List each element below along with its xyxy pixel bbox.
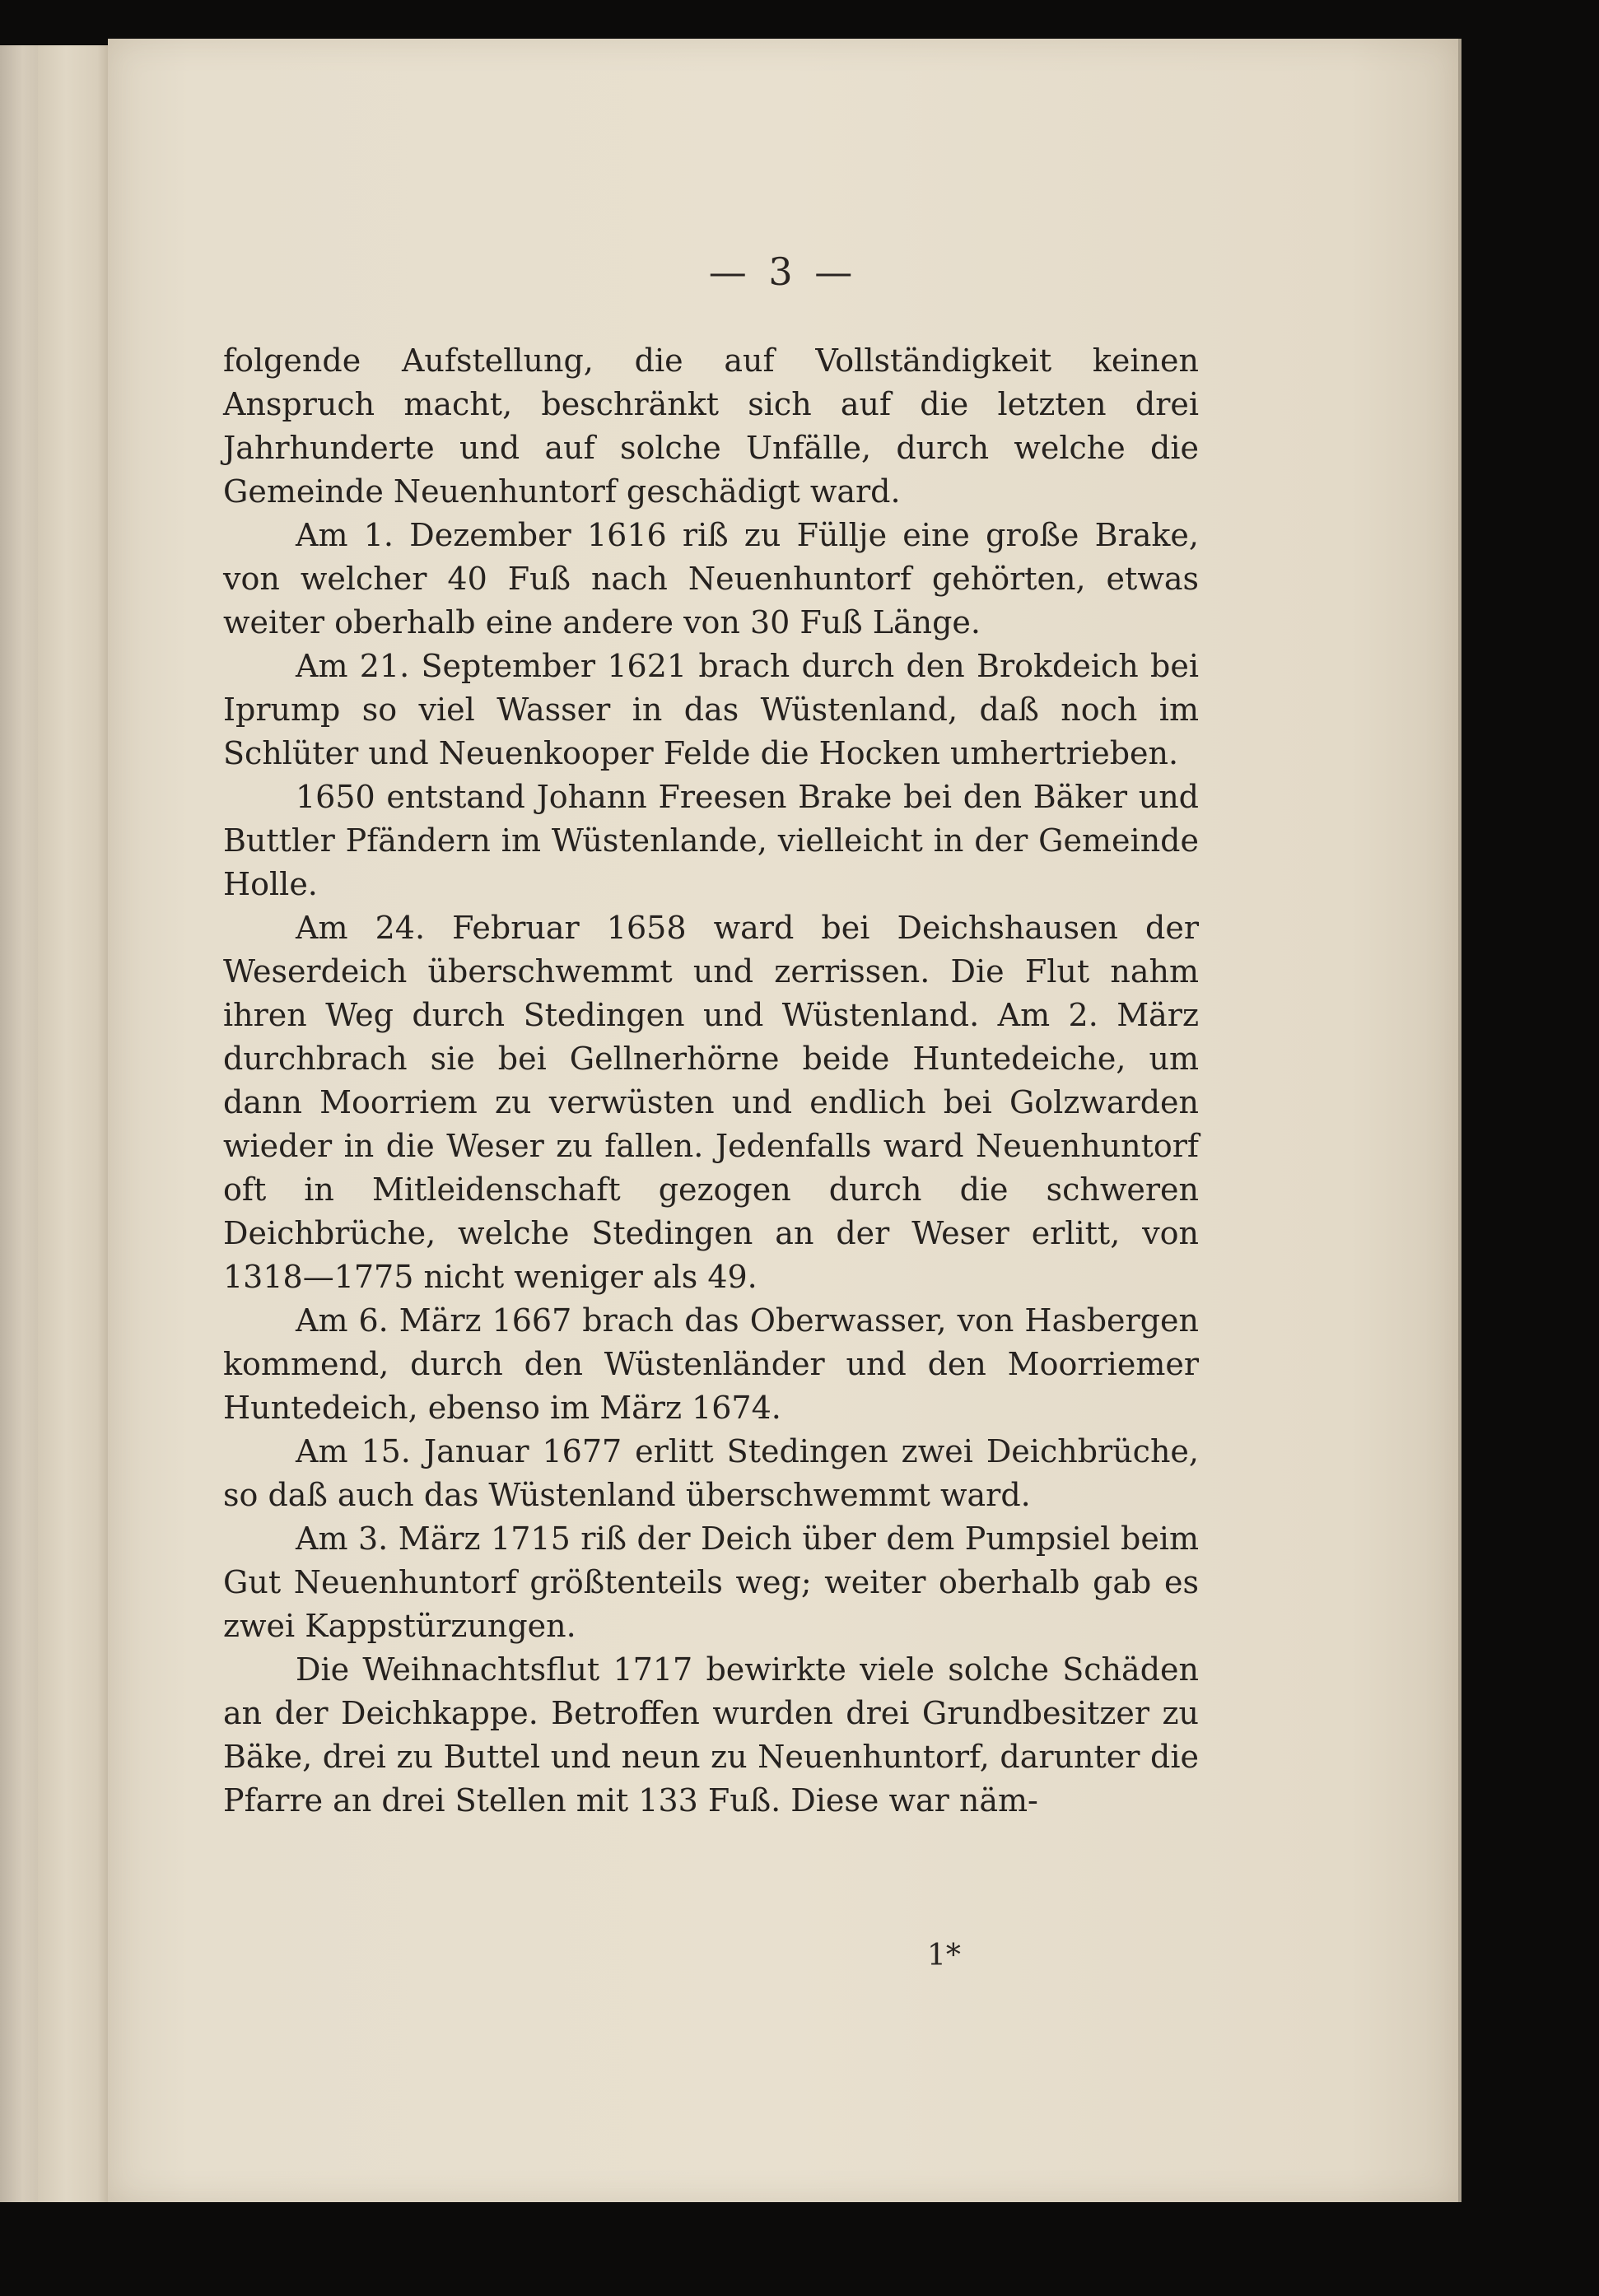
paragraph: folgende Aufstellung, die auf Vollständigkeit keinen Anspruch macht, beschränkt sich auf die letzten drei Jahrhunderte und auf solche Unfälle, durch welche die Gemeinde Neuenhuntorf geschädigt ward. bbox=[223, 342, 1199, 510]
paragraph: Am 15. Januar 1677 erlitt Stedingen zwei Deichbrüche, so daß auch das Wüstenland überschwemmt ward. bbox=[223, 1433, 1199, 1513]
paragraph: Am 6. März 1667 brach das Oberwasser, von Hasbergen kommend, durch den Wüstenländer und den Moorriemer Huntedeich, ebenso im März 1674. bbox=[223, 1302, 1199, 1426]
page-number-header: — 3 — bbox=[708, 249, 858, 294]
signature-mark: 1* bbox=[927, 1939, 961, 1972]
paragraph: Am 1. Dezember 1616 riß zu Füllje eine große Brake, von welcher 40 Fuß nach Neuenhuntorf gehörten, etwas weiter oberhalb eine andere von 30 Fuß Länge. bbox=[223, 517, 1199, 640]
book-page bbox=[108, 39, 1461, 2202]
paragraph: Am 3. März 1715 riß der Deich über dem Pumpsiel beim Gut Neuenhuntorf größtenteils weg; weiter oberhalb gab es zwei Kappstürzungen. bbox=[223, 1521, 1199, 1644]
paragraph: 1650 entstand Johann Freesen Brake bei den Bäker und Buttler Pfändern im Wüstenlande, vielleicht in der Gemeinde Holle. bbox=[223, 779, 1199, 902]
paragraph: Am 21. September 1621 brach durch den Brokdeich bei Iprump so viel Wasser in das Wüstenland, daß noch im Schlüter und Neuenkooper Felde die Hocken umhertrieben. bbox=[223, 648, 1199, 771]
paragraph: Die Weihnachtsflut 1717 bewirkte viele solche Schäden an der Deichkappe. Betroffen wurden drei Grundbesitzer zu Bäke, drei zu Buttel und neun zu Neuenhuntorf, darunter die Pfarre an drei Stellen mit 133 Fuß. Diese war näm- bbox=[223, 1651, 1199, 1819]
paragraph: Am 24. Februar 1658 ward bei Deichshausen der Weserdeich überschwemmt und zerrissen. Die Flut nahm ihren Weg durch Stedingen und Wüstenland. Am 2. März durchbrach sie bei Gellnerhörne beide Huntedeiche, um dann Moorriem zu verwüsten und endlich bei Golzwarden wieder in die Weser zu fallen. Jedenfalls ward Neuenhuntorf oft in Mitleidenschaft gezogen durch die schweren Deichbrüche, welche Stedingen an der Weser erlitt, von 1318—1775 nicht weniger als 49. bbox=[223, 910, 1199, 1295]
previous-page-edge bbox=[0, 45, 40, 2202]
body-text bbox=[223, 339, 1199, 1823]
book-binding bbox=[38, 45, 110, 2202]
